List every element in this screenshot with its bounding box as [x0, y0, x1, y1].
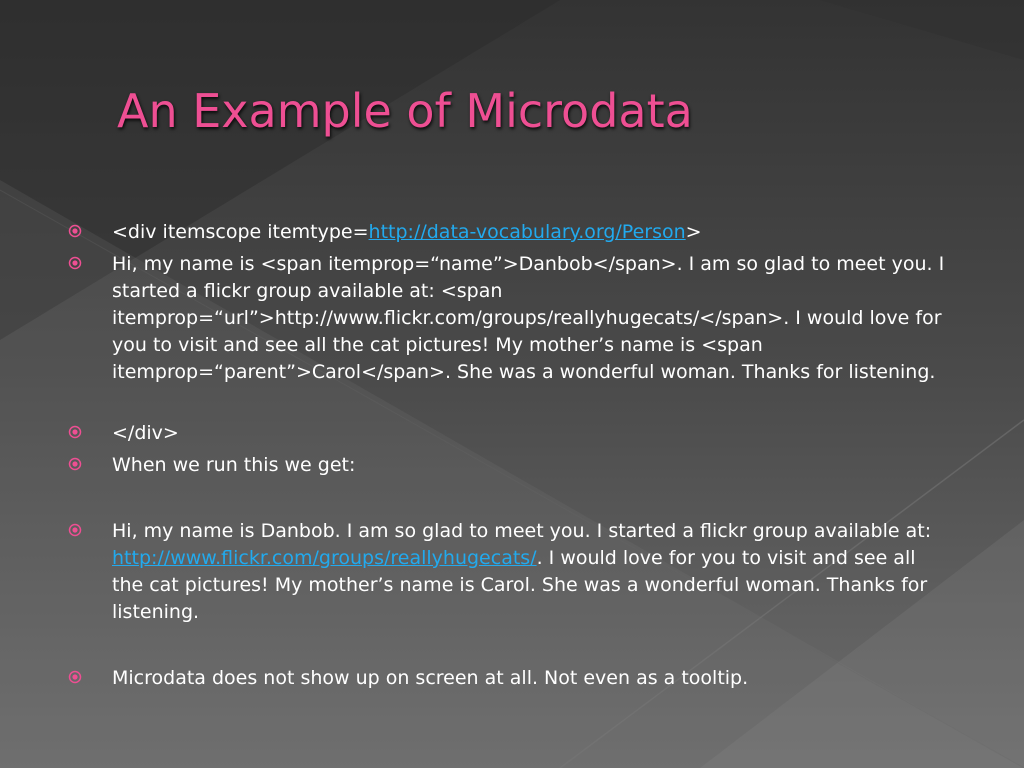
bullet-item — [68, 251, 948, 386]
bullet-text: Microdata does not show up on screen at all. Not even as a tooltip. — [112, 667, 749, 689]
bullet-text-prefix: <div itemscope itemtype= — [112, 221, 369, 243]
bullet-item — [68, 452, 948, 479]
bullet-text-suffix: > — [685, 221, 702, 243]
bullet-item — [68, 219, 948, 246]
bullet-text — [112, 518, 948, 626]
bullet-item — [68, 518, 948, 626]
circled-dot-icon — [68, 256, 82, 270]
bullet-text: Hi, my name is <span itemprop=“name”>Danbob</span>. I am so glad to meet you. I started a flickr group available at: <span itemprop=“url”>http://www.flickr.com/groups/reallyhugecats/</span>. I would love for you to visit and see all the cat pictures! My mother’s name is <span itemprop=“parent”>Carol</span>. She was a wonderful woman. Thanks for listening. — [112, 253, 945, 383]
bullet-text-suffix: . I would love for you to visit and see all the cat pictures! My mother’s name is Carol. She was a wonderful woman. Thanks for listening. — [112, 547, 928, 623]
bullet-text-prefix: Hi, my name is Danbob. I am so glad to meet you. I started a flickr group available at: — [112, 520, 932, 542]
circled-dot-icon — [68, 457, 82, 471]
flickr-group-link[interactable]: http://www.flickr.com/groups/reallyhugecats/ — [112, 547, 537, 569]
person-vocabulary-link[interactable]: http://data-vocabulary.org/Person — [368, 221, 686, 243]
circled-dot-icon — [68, 425, 82, 439]
bullet-text: </div> — [112, 422, 179, 444]
circled-dot-icon — [68, 224, 82, 238]
bullet-item — [68, 665, 948, 692]
bullet-item — [68, 420, 948, 447]
bullet-text — [112, 219, 948, 246]
circled-dot-icon — [68, 670, 82, 684]
circled-dot-icon — [68, 523, 82, 537]
slide-title: An Example of Microdata — [117, 84, 693, 138]
bullet-text: When we run this we get: — [112, 454, 356, 476]
